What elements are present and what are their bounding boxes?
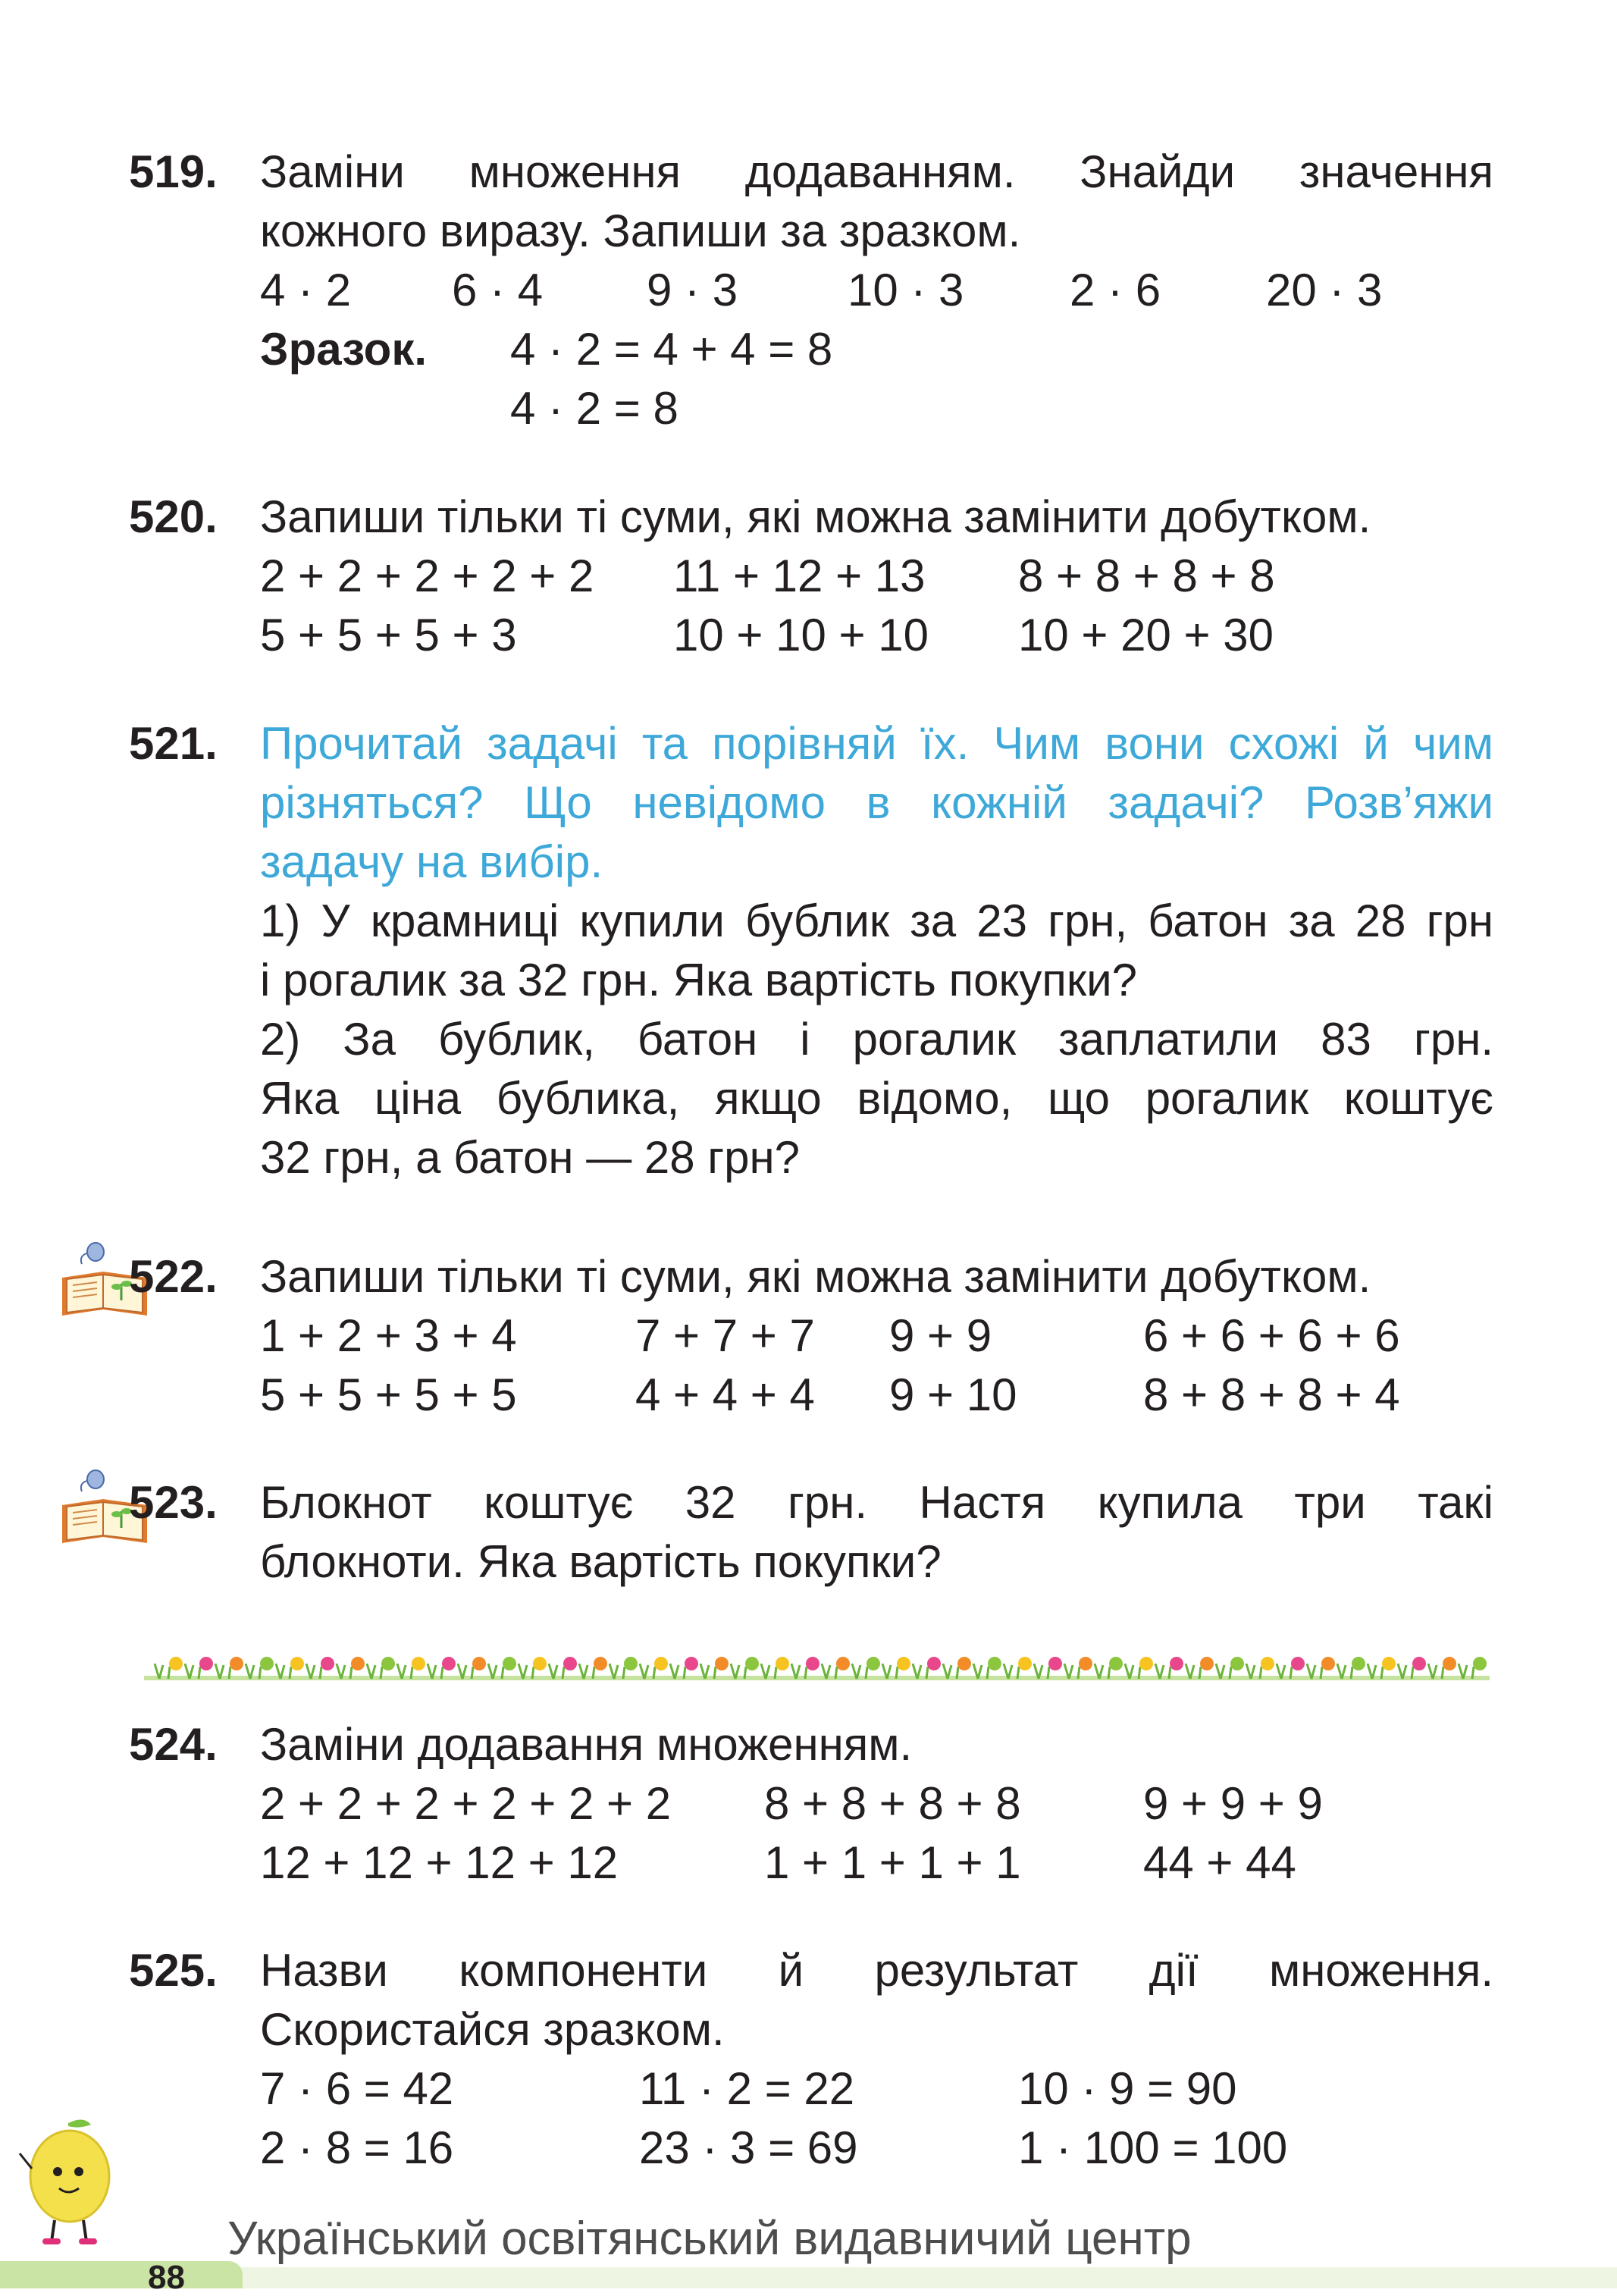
expression-row <box>260 2059 1493 2119</box>
expression: 10 · 9 = 90 <box>1018 2063 1237 2114</box>
expression: 10 + 10 + 10 <box>673 610 929 660</box>
sample-label: Зразок. <box>260 324 428 375</box>
expression: 4 · 2 <box>260 265 352 315</box>
problem-2: Яка ціна бублика, якщо відомо, що рогалик коштує <box>260 1073 1493 1124</box>
expression: 9 + 10 <box>889 1369 1017 1420</box>
exercise-text: Блокнот коштує 32 грн. Настя купила три такі <box>260 1477 1493 1528</box>
sample-expression: 4 · 2 = 4 + 4 = 8 <box>510 324 833 375</box>
page-number-badge <box>0 2261 243 2288</box>
expression: 9 + 9 <box>889 1310 992 1361</box>
expression-row <box>260 606 1493 665</box>
expression: 1 + 2 + 3 + 4 <box>260 1310 517 1361</box>
flower-border-strip <box>144 1645 1490 1683</box>
exercise-521 <box>129 714 1493 1187</box>
expression-row <box>260 1774 1493 1833</box>
expression-row <box>260 1306 1493 1366</box>
publisher-name: Український освітянський видавничий центр <box>227 2213 1192 2265</box>
expression: 5 + 5 + 5 + 5 <box>260 1369 517 1420</box>
expression-row <box>260 1833 1493 1893</box>
task-instruction: Прочитай задачі та порівняй їх. Чим вони схожі й чим <box>260 718 1493 769</box>
expression: 11 · 2 = 22 <box>639 2063 855 2114</box>
exercise-number: 522. <box>129 1251 218 1302</box>
sample-expression: 4 · 2 = 8 <box>510 383 678 434</box>
expression: 6 · 4 <box>452 265 544 315</box>
expression: 8 + 8 + 8 + 4 <box>1143 1369 1400 1420</box>
expression-row <box>260 261 1493 320</box>
task-instruction: різняться? Що невідомо в кожній задачі? Розв’яжи <box>260 777 1493 828</box>
expression: 44 + 44 <box>1143 1837 1296 1888</box>
expression: 5 + 5 + 5 + 3 <box>260 610 517 660</box>
exercise-text: Назви компоненти й результат дії множення. <box>260 1945 1493 1996</box>
exercise-525 <box>129 1941 1493 2178</box>
exercise-520 <box>129 488 1493 665</box>
expression: 8 + 8 + 8 + 8 <box>1018 550 1275 601</box>
expression: 1 + 1 + 1 + 1 <box>764 1837 1021 1888</box>
exercise-number: 520. <box>129 491 218 542</box>
expression: 12 + 12 + 12 + 12 <box>260 1837 619 1888</box>
expression: 10 + 20 + 30 <box>1018 610 1274 660</box>
exercise-text: Запиши тільки ті суми, які можна замінити добутком. <box>260 1251 1371 1302</box>
exercise-number: 519. <box>129 146 218 197</box>
exercise-number: 525. <box>129 1945 218 1996</box>
expression-row <box>260 2119 1493 2178</box>
exercise-524 <box>129 1715 1493 1893</box>
problem-1: і рогалик за 32 грн. Яка вартість покупки? <box>260 955 1137 1005</box>
expression: 2 · 8 = 16 <box>260 2122 454 2173</box>
exercise-text: кожного виразу. Запиши за зразком. <box>260 205 1021 256</box>
expression: 10 · 3 <box>848 265 964 315</box>
exercise-number: 524. <box>129 1719 218 1770</box>
expression: 2 + 2 + 2 + 2 + 2 + 2 <box>260 1778 672 1829</box>
expression: 9 + 9 + 9 <box>1143 1778 1323 1829</box>
expression: 1 · 100 = 100 <box>1018 2122 1288 2173</box>
expression-row <box>260 1366 1493 1425</box>
expression: 7 + 7 + 7 <box>635 1310 815 1361</box>
exercise-number: 523. <box>129 1477 218 1528</box>
expression: 7 · 6 = 42 <box>260 2063 454 2114</box>
exercise-number: 521. <box>129 718 218 769</box>
expression-row <box>260 547 1493 606</box>
exercise-text: Скористайся зразком. <box>260 2004 725 2055</box>
problem-2: 2) За бублик, батон і рогалик заплатили 83 грн. <box>260 1014 1493 1065</box>
expression: 6 + 6 + 6 + 6 <box>1143 1310 1400 1361</box>
expression: 11 + 12 + 13 <box>673 550 926 601</box>
exercise-522 <box>129 1247 1493 1425</box>
expression: 23 · 3 = 69 <box>639 2122 858 2173</box>
expression: 4 + 4 + 4 <box>635 1369 815 1420</box>
expression: 2 · 6 <box>1070 265 1161 315</box>
task-instruction: задачу на вибір. <box>260 836 603 887</box>
exercise-text: блокноти. Яка вартість покупки? <box>260 1536 942 1587</box>
exercise-text: Запиши тільки ті суми, які можна замінити добутком. <box>260 491 1371 542</box>
exercise-523 <box>129 1473 1493 1592</box>
exercise-519 <box>129 143 1493 438</box>
lemon-mascot <box>15 2116 121 2252</box>
expression: 9 · 3 <box>647 265 738 315</box>
exercise-text: Заміни додавання множенням. <box>260 1719 913 1770</box>
sample-row <box>260 379 1493 438</box>
page-number: 88 <box>148 2259 185 2296</box>
sample-row <box>260 320 1493 379</box>
expression: 8 + 8 + 8 + 8 <box>764 1778 1021 1829</box>
expression: 20 · 3 <box>1266 265 1383 315</box>
problem-2: 32 грн, а батон — 28 грн? <box>260 1132 801 1183</box>
exercise-text: Заміни множення додаванням. Знайди значення <box>260 146 1493 197</box>
problem-1: 1) У крамниці купили бублик за 23 грн, батон за 28 грн <box>260 896 1493 946</box>
expression: 2 + 2 + 2 + 2 + 2 <box>260 550 594 601</box>
